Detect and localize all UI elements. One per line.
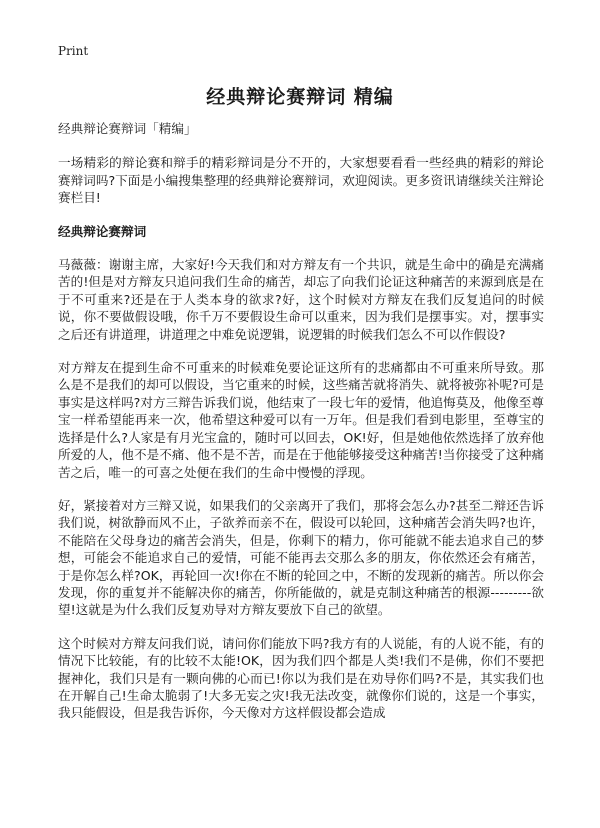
body-paragraph-1: 马薇薇：谢谢主席，大家好!今天我们和对方辩友有一个共识，就是生命中的确是充满痛苦的!但是对方辩友只追问我们生命的痛苦，却忘了向我们论证这种痛苦的来源到底是在于不可重来?还是在于人类本身的欲求?好，这个时候对方辩友在我们反复追问的时候说，你不要做假设哦，你千万不要假设生命可以重来，因为我们是摆事实。对，摆事实之后还有讲道理，讲道理之中难免说逻辑，说逻辑的时候我们怎么不可以作假设? <box>58 257 544 342</box>
page-title: 经典辩论赛辩词 精编 <box>206 86 394 108</box>
section-heading: 经典辩论赛辩词 <box>58 223 147 239</box>
body-paragraph-4: 这个时候对方辩友问我们说，请问你们能放下吗?我方有的人说能，有的人说不能，有的情况下比较能，有的比较不太能!OK，因为我们四个都是人类!我们不是佛，你们不要把握神化，我们只是有一颗向佛的心而已!你以为我们是在劝导你们吗?不是，其实我们也在开解自己!生命太脆弱了!大多无妄之灾!我无法改变，就像你们说的，这是一个事实，我只能假设，但是我告诉你，今天像对方这样假设都会造成 <box>58 635 544 721</box>
print-link[interactable]: Print <box>58 44 89 58</box>
body-paragraph-2: 对方辩友在提到生命不可重来的时候难免要论证这所有的悲痛都由不可重来所导致。那么是不是我们的却可以假设，当它重来的时候，这些痛苦就将消失、就将被弥补呢?可是事实是这样吗?对方三辩告诉我们说，他结束了一段七年的爱情，他追悔莫及，他像至尊宝一样希望能再来一次，他希望这种爱可以有一万年。但是我们看到电影里，至尊宝的选择是什么?人家是有月光宝盒的，随时可以回去，OK!好，但是她他依然选择了放弃他所爱的人，他不是不痛、他不是不苦，而是在于他能够接受这种痛苦!当你接受了这种痛苦之后，唯一的可喜之处便在我们的生命中慢慢的浮现。 <box>58 360 544 480</box>
article-subtitle: 经典辩论赛辩词「精编」 <box>58 121 197 136</box>
article-body <box>58 120 544 738</box>
intro-paragraph: 一场精彩的辩论赛和辩手的精彩辩词是分不开的，大家想要看看一些经典的精彩的辩论赛辩词吗?下面是小编搜集整理的经典辩论赛辩词，欢迎阅读。更多资讯请继续关注辩论赛栏目! <box>58 155 544 206</box>
body-paragraph-3: 好，紧接着对方三辩又说，如果我们的父亲离开了我们，那将会怎么办?甚至二辩还告诉我们说，树欲静而风不止，子欲养而亲不在，假设可以轮回，这种痛苦会消失吗?也许，不能陪在父母身边的痛苦会消失，但是，你剩下的精力，你可能就不能去追求自己的梦想，可能会不能追求自己的爱情，可能不能再去交那么多的朋友，你依然还会有痛苦，于是你怎么样?OK，再轮回一次!你在不断的轮回之中，不断的发现新的痛苦。所以你会发现，你的重复并不能解决你的痛苦，你所能做的，就是克制这种痛苦的根源---------欲望!这就是为什么我们反复劝导对方辩友要放下自己的欲望。 <box>58 497 544 618</box>
